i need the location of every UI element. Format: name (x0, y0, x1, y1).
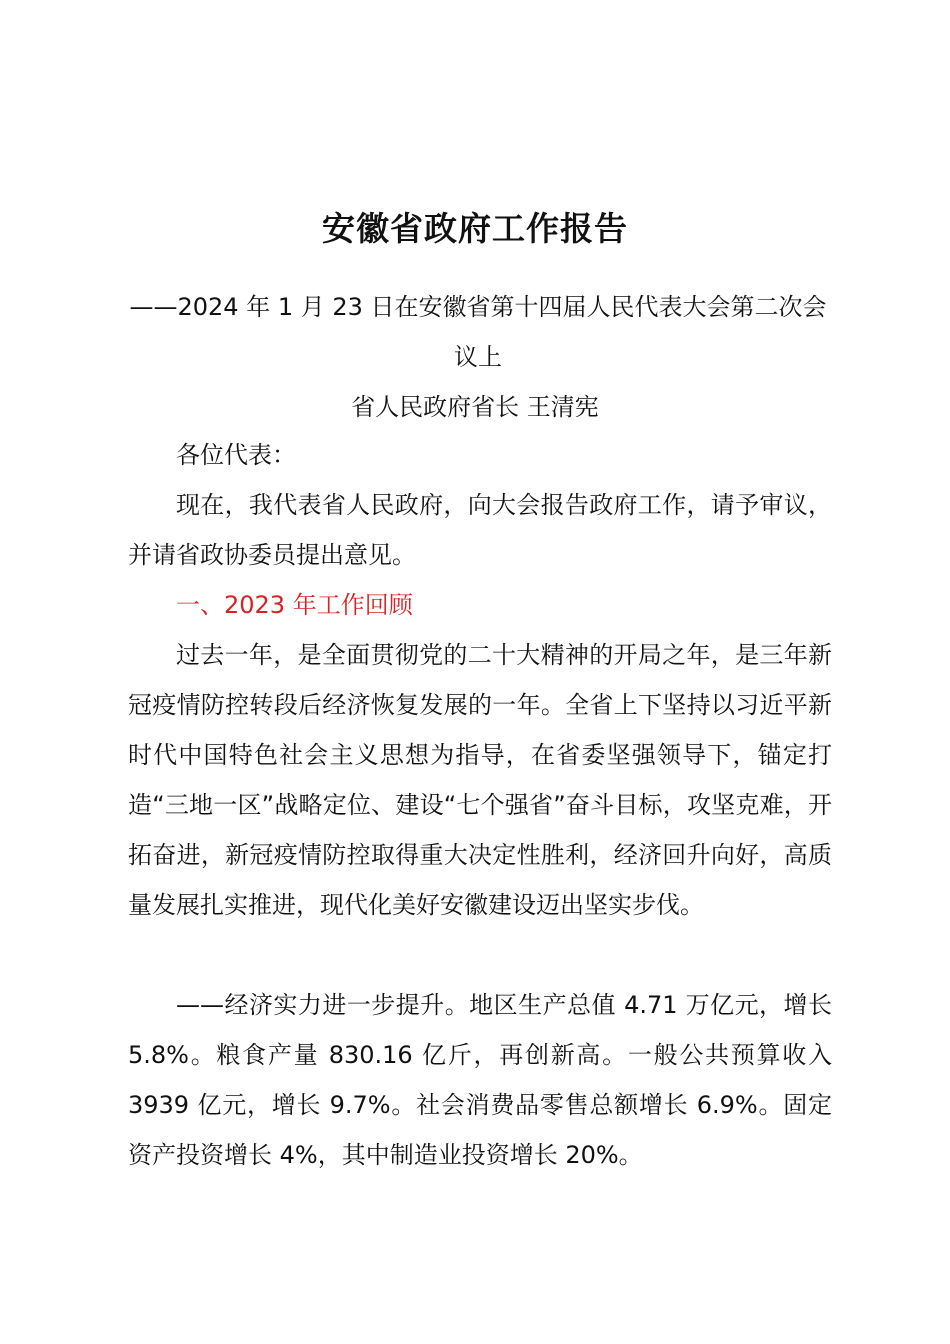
report-subtitle: ——2024 年 1 月 23 日在安徽省第十四届人民代表大会第二次会议上 (129, 293, 827, 371)
section-heading: 一、2023 年工作回顾 (176, 591, 413, 619)
review-paragraph: 过去一年，是全面贯彻党的二十大精神的开局之年，是三年新冠疫情防控转段后经济恢复发展的一年。全省上下坚持以习近平新时代中国特色社会主义思想为指导，在省委坚强领导下，锚定打造“三地一区”战略定位、建设“七个强省”奋斗目标，攻坚克难，开拓奋进，新冠疫情防控取得重大决定性胜利，经济回升向好，高质量发展扎实推进，现代化美好安徽建设迈出坚实步伐。 (128, 641, 832, 919)
report-author: 省人民政府省长 王清宪 (351, 393, 599, 421)
greeting: 各位代表： (176, 441, 296, 469)
economy-paragraph: ——经济实力进一步提升。地区生产总值 4.71 万亿元，增长 5.8%。粮食产量 830.16 亿斤，再创新高。一般公共预算收入 3939 亿元，增长 9.7%。社会消费品零售总额增长 6.9%。固定资产投资增长 4%，其中制造业投资增长 20%。 (128, 991, 832, 1169)
intro-paragraph: 现在，我代表省人民政府，向大会报告政府工作，请予审议，并请省政协委员提出意见。 (128, 491, 832, 569)
report-title: 安徽省政府工作报告 (322, 209, 628, 248)
